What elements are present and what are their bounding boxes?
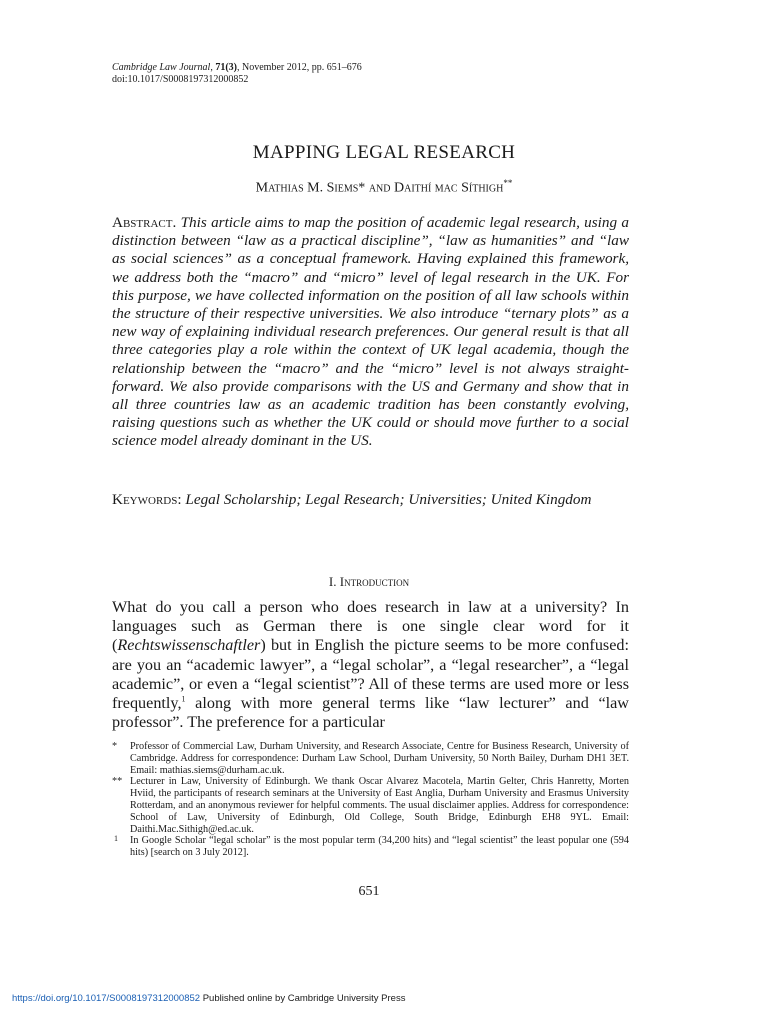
intro-italic-term: Rechtswissenschaftler (117, 636, 261, 655)
footnote-text: Professor of Commercial Law, Durham University, and Research Associate, Centre for Business Research, University of Cambridge. Address for correspondence: Durham Law School, Durham University, 50 North Bailey, Durham DH1 3ET. Email: mathias.siems@durham.ac.uk. (130, 741, 629, 776)
abstract-label: Abstract. (112, 214, 177, 231)
author-second-mark: ** (503, 178, 513, 188)
intro-text-part-2: ) but in English the picture seems to be more confused: are you an “academic lawyer”, a “legal scholar”, a “legal researcher”, a “legal academic”, or even a “legal scientist”? All of these terms are used more or less frequently, (112, 636, 629, 713)
author-second: Daithí mac Síthigh (393, 180, 504, 196)
footnote-item (112, 835, 629, 859)
keywords-label: Keywords: (112, 491, 182, 508)
footnote-mark: * (112, 741, 118, 752)
keywords-text: Legal Scholarship; Legal Research; Universities; United Kingdom (185, 491, 592, 508)
journal-date-pages: , November 2012, pp. 651–676 (237, 62, 362, 73)
journal-header (112, 62, 362, 86)
footnote-item (112, 776, 629, 835)
journal-doi: doi:10.1017/S0008197312000852 (112, 74, 249, 85)
intro-text-part-3: along with more general terms like “law lecturer” and “law professor”. The preference for a particular (112, 694, 629, 732)
abstract (112, 214, 629, 451)
section-heading: I. Introduction (328, 574, 410, 589)
footnotes (112, 741, 629, 859)
footnote-item (112, 741, 629, 776)
page-number: 651 (358, 884, 380, 899)
footnote-text: In Google Scholar “legal scholar” is the most popular term (34,200 hits) and “legal scientist” the least popular one (594 hits) [search on 3 July 2012]. (130, 835, 629, 859)
abstract-text: This article aims to map the position of academic legal research, using a distinction between “law as a practical discipline”, “law as humanities” and “law as social sciences” as a conceptual framework. Having explained this framework, we address both the “macro” and “micro” level of legal research in the UK. For this purpose, we have collected information on the position of all law schools within the structure of their respective universities. We also introduce “ternary plots” as a new way of explaining individual research preferences. Our general result is that all three categories play a role within the context of UK legal academia, though the relationship between the “macro” and the “micro” level is not always straight-forward. We also provide comparisons with the US and Germany and show that in all three countries law as an academic tradition has been constantly evolving, raising questions such as whether the UK could or should move further to a social science model already dominant in the US. (112, 214, 629, 450)
footnote-mark: ** (112, 776, 123, 788)
citation-line: Cambridge Law Journal, 71(3), November 2012, pp. 651–676 (112, 62, 362, 73)
author-line (0, 178, 768, 197)
journal-volume: 71(3) (215, 62, 238, 73)
published-online-text: Published online by Cambridge University Press (200, 993, 406, 1004)
article-title: MAPPING LEGAL RESEARCH (252, 142, 516, 163)
intro-text-part-1: What do you call a person who does research in law at a university? In languages such as German there is one single clear word for it ( (112, 598, 629, 655)
publisher-footer (12, 993, 405, 1004)
footnote-mark: 1 (114, 834, 118, 844)
author-first: Mathias M. Siems* (255, 180, 366, 196)
author-conjunction: and (365, 180, 394, 196)
keywords (112, 491, 629, 510)
doi-link[interactable]: https://doi.org/10.1017/S0008197312000852 (12, 993, 201, 1004)
intro-paragraph (112, 598, 629, 732)
footnote-text: Lecturer in Law, University of Edinburgh. We thank Oscar Alvarez Macotela, Martin Gelter, Chris Hanretty, Morten Hviid, the participants of research seminars at the University of East Anglia, Durham University and Erasmus University Rotterdam, and an anonymous reviewer for helpful comments. The usual disclaimer applies. Address for correspondence: School of Law, University of Edinburgh, Old College, South Bridge, Edinburgh EH8 9YL. Email: Daithi.Mac.Sithigh@ed.ac.uk. (130, 776, 629, 835)
journal-name: Cambridge Law Journal (112, 62, 211, 73)
footnote-ref-1[interactable]: 1 (181, 694, 186, 704)
